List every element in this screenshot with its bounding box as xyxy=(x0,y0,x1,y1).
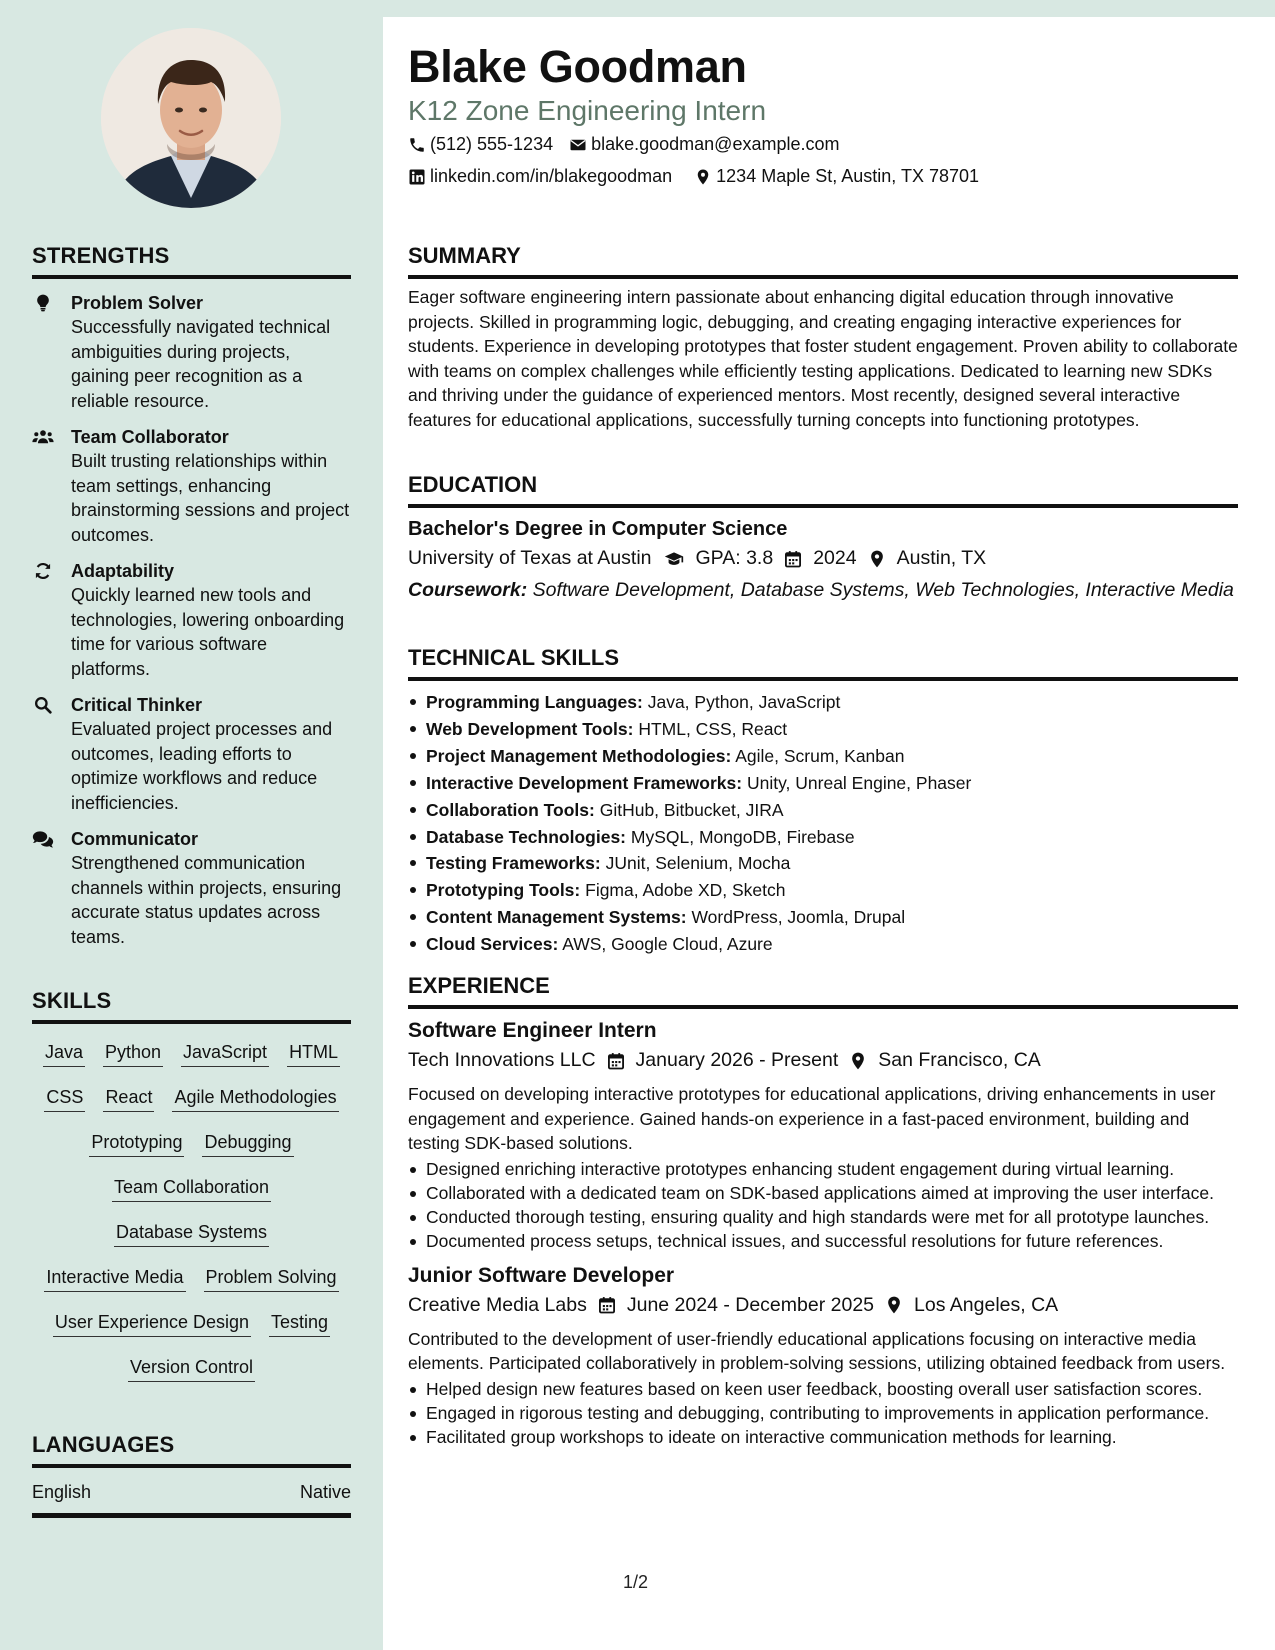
skill-tag: JavaScript xyxy=(181,1040,269,1067)
technical-skills-section xyxy=(408,645,1238,958)
job-bullet: Facilitated group workshops to ideate on interactive communication methods for learning. xyxy=(408,1425,1238,1449)
language-name: English xyxy=(32,1482,92,1502)
contact-row xyxy=(408,134,840,155)
skill-tag: Interactive Media xyxy=(44,1265,185,1292)
phone-text: (512) 555-1234 xyxy=(430,134,554,154)
graduation-cap-icon xyxy=(662,549,686,569)
job-location: San Francisco, CA xyxy=(878,1049,1041,1071)
language-item xyxy=(32,1482,351,1518)
job-entry xyxy=(408,1019,1238,1254)
location-pin-icon xyxy=(884,1295,904,1315)
job-dates: January 2026 - Present xyxy=(635,1049,839,1071)
company-name: Tech Innovations LLC xyxy=(408,1049,596,1071)
phone-icon xyxy=(408,136,426,154)
skill-tag: Database Systems xyxy=(114,1220,269,1247)
strengths-section xyxy=(32,243,351,949)
contact-row xyxy=(408,166,979,187)
strength-item xyxy=(32,827,351,949)
tech-skill-item: Collaboration Tools: GitHub, Bitbucket, JIRA xyxy=(408,797,1238,824)
job-title: Junior Software Developer xyxy=(408,1263,675,1287)
job-entry xyxy=(408,1264,1238,1450)
sync-icon xyxy=(32,561,54,581)
skill-tag: CSS xyxy=(44,1085,85,1112)
skills-row xyxy=(32,1214,351,1259)
job-location: Los Angeles, CA xyxy=(914,1293,1059,1316)
languages-heading: LANGUAGES xyxy=(32,1432,351,1468)
education-meta xyxy=(408,547,1238,570)
job-meta xyxy=(408,1294,1238,1317)
job-bullet: Designed enriching interactive prototypes enhancing student engagement during virtual learning. xyxy=(408,1157,1238,1181)
strength-desc: Successfully navigated technical ambiguities during projects, gaining peer recognition as a reliable resource. xyxy=(71,317,331,411)
job-bullet: Collaborated with a dedicated team on SDK-based applications aimed at improving the user interface. xyxy=(408,1181,1238,1205)
strength-desc: Evaluated project processes and outcomes, leading efforts to optimize workflows and reduce inefficiencies. xyxy=(71,719,333,813)
contact-email[interactable] xyxy=(569,134,839,155)
calendar-icon xyxy=(606,1051,626,1071)
mail-icon xyxy=(569,136,587,154)
job-bullets xyxy=(408,1377,1238,1450)
skill-tag: Problem Solving xyxy=(204,1265,339,1292)
tech-skill-item: Testing Frameworks: JUnit, Selenium, Mocha xyxy=(408,850,1238,877)
tech-skill-item: Database Technologies: MySQL, MongoDB, Firebase xyxy=(408,824,1238,851)
experience-section xyxy=(408,973,1238,1449)
skill-tag: HTML xyxy=(287,1040,340,1067)
strength-title: Critical Thinker xyxy=(71,695,203,715)
school-name: University of Texas at Austin xyxy=(408,547,652,569)
linkedin-text[interactable]: linkedin.com/in/blakegoodman xyxy=(430,166,673,186)
calendar-icon xyxy=(783,549,803,569)
tech-skill-item: Programming Languages: Java, Python, JavaScript xyxy=(408,689,1238,716)
tech-skill-item: Prototyping Tools: Figma, Adobe XD, Sketch xyxy=(408,877,1238,904)
technical-skills-list xyxy=(408,689,1238,958)
location-pin-icon xyxy=(694,168,712,186)
tech-skill-item: Project Management Methodologies: Agile, Scrum, Kanban xyxy=(408,743,1238,770)
users-icon xyxy=(32,427,54,447)
skill-tag: User Experience Design xyxy=(53,1310,251,1337)
company-name: Creative Media Labs xyxy=(408,1293,587,1316)
strength-item xyxy=(32,559,351,681)
tech-skill-item: Interactive Development Frameworks: Unity, Unreal Engine, Phaser xyxy=(408,770,1238,797)
skills-heading: SKILLS xyxy=(32,988,351,1024)
strength-title: Problem Solver xyxy=(71,293,204,313)
coursework-list: Software Development, Database Systems, Web Technologies, Interactive Media xyxy=(532,579,1234,601)
languages-section xyxy=(32,1432,351,1518)
skills-row xyxy=(32,1034,351,1079)
search-icon xyxy=(32,695,54,715)
strength-item xyxy=(32,693,351,815)
skills-row xyxy=(32,1169,351,1214)
degree-title: Bachelor's Degree in Computer Science xyxy=(408,518,788,540)
job-bullet: Documented process setups, technical issues, and successful resolutions for future references. xyxy=(408,1229,1238,1253)
technical-skills-heading: TECHNICAL SKILLS xyxy=(408,645,1238,681)
skills-row xyxy=(32,1124,351,1169)
comments-icon xyxy=(32,829,54,849)
contact-phone xyxy=(408,134,553,155)
skill-tag: Agile Methodologies xyxy=(172,1085,338,1112)
skill-tag: Python xyxy=(103,1040,163,1067)
summary-section xyxy=(408,243,1238,433)
tech-skill-item: Cloud Services: AWS, Google Cloud, Azure xyxy=(408,931,1238,958)
skills-row xyxy=(32,1349,351,1394)
location-pin-icon xyxy=(867,549,887,569)
skills-row xyxy=(32,1079,351,1124)
summary-text: Eager software engineering intern passionate about enhancing digital education through innovative projects. Skilled in programming logic, debugging, and creating engaging interactive experiences for students. Experience in developing prototypes that foster student engagement. Proven ability to collaborate with teams on complex challenges while efficiently testing applications. Dedicated to learning new SDKs and thriving under the guidance of experienced mentors. Most recently, designed several interactive features for educational applications, successfully turning concepts into functioning prototypes. xyxy=(408,287,1238,430)
language-level: Native xyxy=(299,1482,351,1502)
tech-skill-item: Content Management Systems: WordPress, Joomla, Drupal xyxy=(408,904,1238,931)
strength-title: Communicator xyxy=(71,829,199,849)
skill-tag: React xyxy=(103,1085,154,1112)
calendar-icon xyxy=(597,1295,617,1315)
page-number: 1/2 xyxy=(623,1572,649,1592)
job-bullet: Engaged in rigorous testing and debugging, contributing to improvements in application performance. xyxy=(408,1401,1238,1425)
job-summary: Focused on developing interactive prototypes for educational applications, driving enhancements in user engagement and experience. Gained hands-on experience in a fast-paced environment, building and testing SDK-based solutions. xyxy=(408,1084,1216,1154)
strength-desc: Strengthened communication channels within projects, ensuring accurate status updates across teams. xyxy=(71,853,342,947)
strength-item xyxy=(32,291,351,413)
graduation-year: 2024 xyxy=(813,547,857,569)
candidate-role: K12 Zone Engineering Intern xyxy=(408,95,767,126)
strength-desc: Quickly learned new tools and technologies, lowering onboarding time for various software platforms. xyxy=(71,585,345,679)
contact-linkedin[interactable] xyxy=(408,166,672,187)
tech-skill-item: Web Development Tools: HTML, CSS, React xyxy=(408,716,1238,743)
education-section xyxy=(408,472,1238,602)
coursework xyxy=(408,578,1238,602)
profile-photo xyxy=(101,28,281,208)
job-meta xyxy=(408,1049,1238,1072)
gpa: GPA: 3.8 xyxy=(695,547,774,569)
job-dates: June 2024 - December 2025 xyxy=(626,1293,875,1316)
strengths-heading: STRENGTHS xyxy=(32,243,351,279)
avatar xyxy=(101,28,281,208)
coursework-label: Coursework: xyxy=(408,579,528,601)
skill-tag: Prototyping xyxy=(89,1130,184,1157)
contact-address xyxy=(694,166,979,187)
education-location: Austin, TX xyxy=(896,547,987,569)
summary-heading: SUMMARY xyxy=(408,243,1238,279)
skill-tag: Debugging xyxy=(202,1130,293,1157)
education-heading: EDUCATION xyxy=(408,472,1238,508)
skills-list xyxy=(32,1034,351,1394)
job-bullet: Helped design new features based on keen user feedback, boosting overall user satisfaction scores. xyxy=(408,1377,1238,1401)
skill-tag: Version Control xyxy=(128,1355,255,1382)
strength-desc: Built trusting relationships within team settings, enhancing brainstorming sessions and project outcomes. xyxy=(71,451,350,545)
main-content xyxy=(383,17,1275,1650)
email-text[interactable]: blake.goodman@example.com xyxy=(591,134,840,154)
skills-section xyxy=(32,988,351,1394)
candidate-name: Blake Goodman xyxy=(408,41,747,92)
job-summary: Contributed to the development of user-friendly educational applications focusing on interactive media elements. Participated collaboratively in problem-solving sessions, utilizing obtained feedback from users. xyxy=(408,1328,1226,1374)
job-title: Software Engineer Intern xyxy=(408,1019,657,1042)
strength-title: Team Collaborator xyxy=(71,427,229,447)
strength-item xyxy=(32,425,351,547)
job-bullets xyxy=(408,1157,1238,1254)
sidebar xyxy=(0,0,383,1650)
address-text: 1234 Maple St, Austin, TX 78701 xyxy=(716,166,980,186)
experience-heading: EXPERIENCE xyxy=(408,973,1238,1009)
skill-tag: Team Collaboration xyxy=(112,1175,271,1202)
skills-row xyxy=(32,1304,351,1349)
lightbulb-icon xyxy=(32,293,54,313)
skill-tag: Java xyxy=(43,1040,85,1067)
skill-tag: Testing xyxy=(269,1310,330,1337)
strength-title: Adaptability xyxy=(71,561,175,581)
skills-row xyxy=(32,1259,351,1304)
linkedin-icon xyxy=(408,168,426,186)
job-bullet: Conducted thorough testing, ensuring quality and high standards were met for all prototype launches. xyxy=(408,1205,1238,1229)
location-pin-icon xyxy=(848,1051,868,1071)
